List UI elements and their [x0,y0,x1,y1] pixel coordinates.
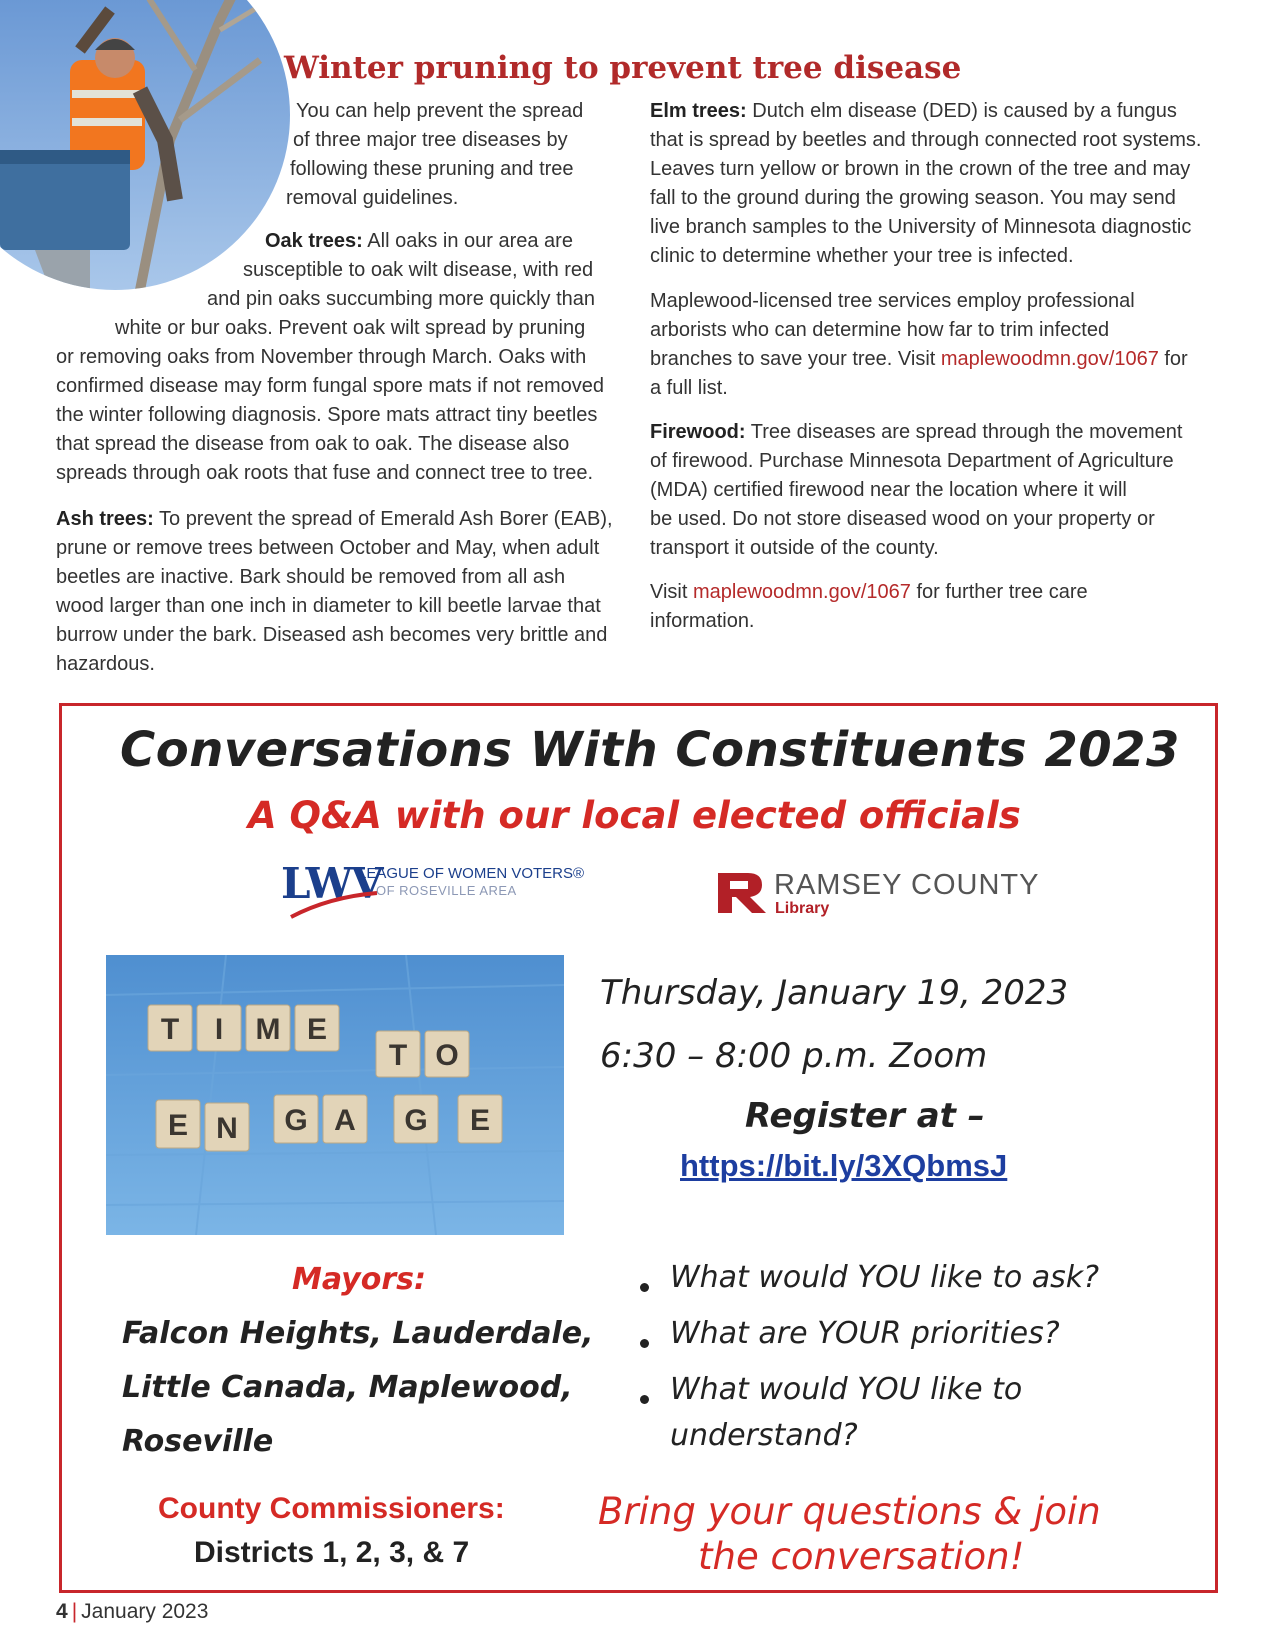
tile-letter: T [160,1013,180,1046]
mayors-line: Roseville [122,1424,274,1459]
register-label: Register at – [745,1096,985,1136]
ash-paragraph-line: Ash trees: To prevent the spread of Emerald Ash Borer (EAB), [56,508,613,530]
visit-paragraph-line: Visit maplewoodmn.gov/1067 for further tree care [650,581,1088,603]
lwv-logo-name: LEAGUE OF WOMEN VOTERS® [358,865,585,882]
oak-paragraph-line: or removing oaks from November through March. Oaks with [56,346,587,368]
ramsey-library-label: Library [775,900,830,917]
lwv-logo-mark: LWV [281,859,382,908]
tile-letter: E [306,1013,328,1046]
tile-letter: E [167,1109,189,1142]
oak-paragraph-line: susceptible to oak wilt disease, with red [243,259,594,281]
bullet-icon [640,1339,649,1348]
ash-paragraph-line: prune or remove trees between October and May, when adult [56,537,600,559]
services-paragraph-line: arborists who can determine how far to trim infected [650,319,1110,341]
firewood-label: Firewood: [650,421,746,443]
intro-line: of three major tree diseases by [293,129,568,151]
bullet-item: What would YOU like to ask? [670,1260,1100,1295]
event-date: Thursday, January 19, 2023 [600,973,1069,1013]
page-number: 4 [56,1600,68,1623]
ash-paragraph-line: wood larger than one inch in diameter to kill beetle larvae that [56,595,601,617]
tile-letter: I [214,1013,224,1046]
bullet-item: What are YOUR priorities? [670,1316,1060,1351]
ash-paragraph-line: hazardous. [56,653,155,675]
bullet-item-continued: understand? [670,1418,858,1453]
elm-label: Elm trees: [650,100,747,122]
oak-paragraph-line: confirmed disease may form fungal spore mats if not removed [56,375,605,397]
intro-line: removal guidelines. [286,187,459,209]
tile-letter: G [284,1104,308,1137]
elm-paragraph-line: fall to the ground during the growing season. You may send [650,187,1176,209]
firewood-paragraph-line: of firewood. Purchase Minnesota Department of Agriculture [650,450,1174,472]
flyer-title: Conversations With Constituents 2023 [120,722,1180,778]
ramsey-county-name: RAMSEY COUNTY [774,869,1040,901]
elm-paragraph-line: Elm trees: Dutch elm disease (DED) is caused by a fungus [650,100,1177,122]
firewood-paragraph-line: transport it outside of the county. [650,537,939,559]
elm-paragraph-line: clinic to determine whether your tree is infected. [650,245,1074,267]
ramsey-county-mark-icon [718,869,768,915]
services-paragraph-line: branches to save your tree. Visit maplewoodmn.gov/1067 for [650,348,1188,370]
ramsey-county-library-logo [718,863,1038,925]
tile-letter: T [388,1039,408,1072]
oak-label: Oak trees: [265,230,363,252]
bullet-icon [640,1283,649,1292]
call-to-action-line: Bring your questions & join [598,1490,1101,1533]
article-title: Winter pruning to prevent tree disease [284,50,962,86]
elm-paragraph-line: that is spread by beetles and through connected root systems. [650,129,1202,151]
ash-paragraph-line: beetles are inactive. Bark should be removed from all ash [56,566,566,588]
tile-letter: G [404,1104,428,1137]
tree-care-link[interactable]: maplewoodmn.gov/1067 [692,581,911,603]
tile-letter: N [216,1112,238,1145]
tile-letter: O [435,1039,459,1072]
lwv-swoosh-icon [289,891,379,921]
firewood-paragraph-line: be used. Do not store diseased wood on your property or [650,508,1155,530]
commissioners-heading: County Commissioners: [158,1492,505,1525]
tree-services-link[interactable]: maplewoodmn.gov/1067 [940,348,1159,370]
issue-date: January 2023 [81,1600,209,1623]
services-paragraph-line: a full list. [650,377,728,399]
firewood-paragraph-line: Firewood: Tree diseases are spread through the movement [650,421,1183,443]
visit-paragraph-line: information. [650,610,755,632]
elm-paragraph-line: Leaves turn yellow or brown in the crown of the tree and may [650,158,1191,180]
oak-paragraph-line: Oak trees: All oaks in our area are [265,230,573,252]
flyer-subtitle: A Q&A with our local elected officials [248,794,1021,837]
oak-paragraph-line: spreads through oak roots that fuse and connect tree to tree. [56,462,594,484]
tile-letter: A [334,1104,356,1137]
firewood-paragraph-line: (MDA) certified firewood near the location where it will [650,479,1127,501]
footer-separator: | [71,1600,78,1623]
lwv-logo [281,857,585,921]
arborist-photo [0,0,290,290]
bullet-icon [640,1395,649,1404]
ash-label: Ash trees: [56,508,154,530]
tile-letter: E [469,1104,491,1137]
intro-line: following these pruning and tree [290,158,574,180]
lwv-logo-subtitle: OF ROSEVILLE AREA [376,883,517,898]
intro-line: You can help prevent the spread [296,100,584,122]
ash-paragraph-line: burrow under the bark. Diseased ash becomes very brittle and [56,624,608,646]
services-paragraph-line: Maplewood-licensed tree services employ professional [650,290,1135,312]
mayors-line: Falcon Heights, Lauderdale, [122,1316,594,1351]
commissioners-districts: Districts 1, 2, 3, & 7 [194,1536,470,1569]
bullet-item: What would YOU like to [670,1372,1023,1407]
oak-paragraph-line: white or bur oaks. Prevent oak wilt spread by pruning [115,317,586,339]
elm-paragraph-line: live branch samples to the University of Minnesota diagnostic [650,216,1192,238]
mayors-line: Little Canada, Maplewood, [122,1370,573,1405]
register-link[interactable]: https://bit.ly/3XQbmsJ [680,1148,1008,1183]
oak-paragraph-line: the winter following diagnosis. Spore mats attract tiny beetles [56,404,598,426]
oak-paragraph-line: that spread the disease from oak to oak. The disease also [56,433,570,455]
tile-letter: M [255,1013,281,1046]
mayors-heading: Mayors: [292,1262,426,1297]
time-to-engage-image [106,955,564,1235]
event-time: 6:30 – 8:00 p.m. Zoom [600,1036,988,1076]
oak-paragraph-line: and pin oaks succumbing more quickly than [207,288,595,310]
call-to-action-line: the conversation! [698,1535,1025,1578]
page-footer [56,1600,208,1624]
